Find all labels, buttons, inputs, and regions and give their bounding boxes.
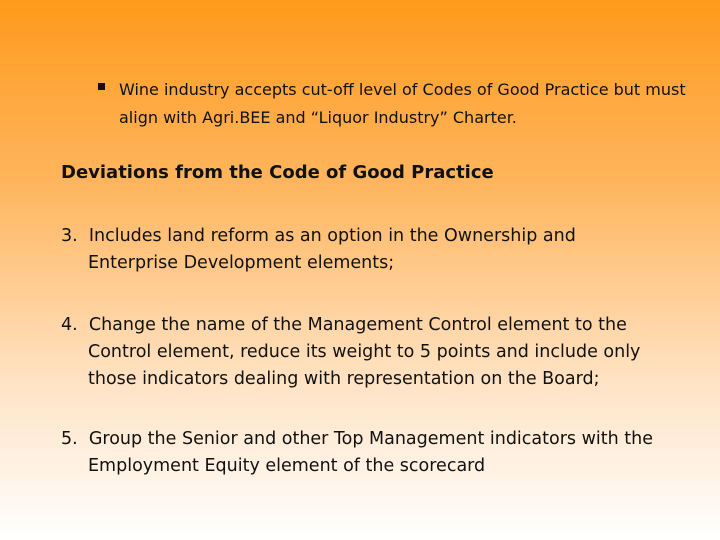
numbered-item	[61, 312, 640, 393]
bullet-line: Wine industry accepts cut-off level of Codes of Good Practice but must	[119, 80, 686, 99]
bullet-text	[119, 76, 686, 132]
item-number: 3.	[61, 226, 78, 246]
item-first-line	[61, 426, 653, 453]
square-bullet-icon	[98, 83, 105, 90]
item-number: 5.	[61, 429, 78, 449]
bullet-line: align with Agri.BEE and “Liquor Industry” Charter.	[119, 108, 517, 127]
item-line: Includes land reform as an option in the Ownership and	[88, 226, 576, 246]
item-line: those indicators dealing with representation on the Board;	[88, 369, 600, 389]
item-line: Control element, reduce its weight to 5 points and include only	[88, 342, 641, 362]
section-heading: Deviations from the Code of Good Practice	[61, 162, 494, 183]
item-first-line	[61, 312, 640, 339]
item-number: 4.	[61, 315, 78, 335]
item-line: Group the Senior and other Top Management indicators with the	[88, 429, 653, 449]
item-line: Change the name of the Management Control element to the	[88, 315, 627, 335]
numbered-item	[61, 426, 653, 480]
item-first-line	[61, 223, 576, 250]
numbered-item	[61, 223, 576, 277]
item-line: Enterprise Development elements;	[88, 253, 395, 273]
item-line: Employment Equity element of the scorecard	[88, 456, 486, 476]
